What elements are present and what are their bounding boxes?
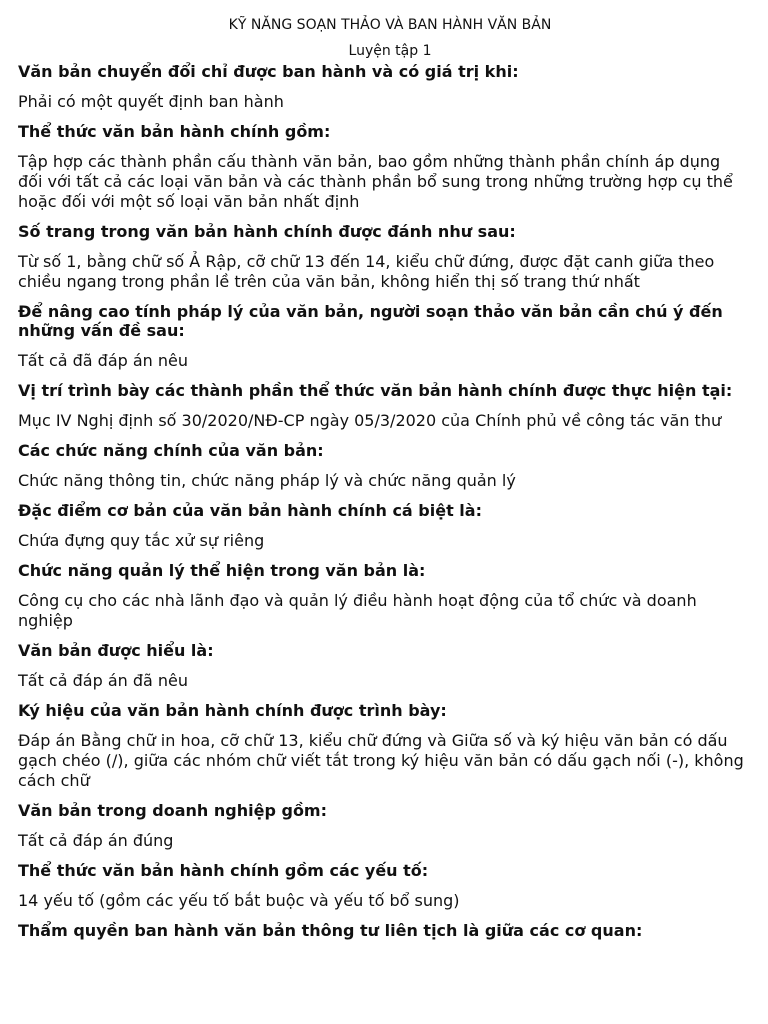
question-text: Các chức năng chính của văn bản: [18,441,324,460]
question-text: Thẩm quyền ban hành văn bản thông tư liên tịch là giữa các cơ quan: [18,921,643,940]
qa-item [18,921,746,940]
document-subtitle: Luyện tập 1 [348,43,432,59]
answer-text: Từ số 1, bằng chữ số Ả Rập, cỡ chữ 13 đến 14, kiểu chữ đứng, được đặt canh giữa theo chiều ngang trong phần lề trên của văn bản, không hiển thị số trang thứ nhất [18,252,715,291]
question-text: Văn bản chuyển đổi chỉ được ban hành và có giá trị khi: [18,62,519,81]
answer-text: Tất cả đáp án đúng [18,831,174,850]
qa-item [18,861,746,911]
answer-text: Đáp án Bằng chữ in hoa, cỡ chữ 13, kiểu chữ đứng và Giữa số và ký hiệu văn bản có dấu gạch chéo (/), giữa các nhóm chữ viết tắt trong ký hiệu văn bản có dấu gạch nối (-), không cách chữ [18,731,744,790]
qa-item [18,501,746,551]
question-text: Thể thức văn bản hành chính gồm các yếu tố: [18,861,429,880]
answer-text: Tập hợp các thành phần cấu thành văn bản, bao gồm những thành phần chính áp dụng đối với tất cả các loại văn bản và các thành phần bổ sung trong những trường hợp cụ thể hoặc đối với một số loại văn bản nhất định [18,152,733,211]
question-text: Ký hiệu của văn bản hành chính được trình bày: [18,701,447,720]
question-text: Để nâng cao tính pháp lý của văn bản, người soạn thảo văn bản cần chú ý đến những vấn đề sau: [18,302,723,340]
question-text: Đặc điểm cơ bản của văn bản hành chính cá biệt là: [18,501,482,520]
document-page [18,0,746,951]
qa-item [18,222,746,292]
answer-text: 14 yếu tố (gồm các yếu tố bắt buộc và yếu tố bổ sung) [18,891,460,910]
answer-text: Chức năng thông tin, chức năng pháp lý và chức năng quản lý [18,471,516,490]
question-text: Vị trí trình bày các thành phần thể thức văn bản hành chính được thực hiện tại: [18,381,733,400]
qa-item [18,641,746,691]
answer-text: Phải có một quyết định ban hành [18,92,284,111]
answer-text: Mục IV Nghị định số 30/2020/NĐ-CP ngày 05/3/2020 của Chính phủ về công tác văn thư [18,411,722,430]
question-text: Số trang trong văn bản hành chính được đánh như sau: [18,222,516,241]
answer-text: Tất cả đáp án đã nêu [18,671,189,690]
qa-item [18,381,746,431]
qa-item [18,801,746,851]
qa-list [18,62,746,940]
qa-item [18,561,746,631]
question-text: Văn bản trong doanh nghiệp gồm: [18,801,327,820]
document-title: KỸ NĂNG SOẠN THẢO VÀ BAN HÀNH VĂN BẢN [228,17,552,33]
question-text: Chức năng quản lý thể hiện trong văn bản là: [18,561,426,580]
question-text: Văn bản được hiểu là: [18,641,214,660]
answer-text: Chứa đựng quy tắc xử sự riêng [18,531,265,550]
qa-item [18,701,746,791]
answer-text: Tất cả đã đáp án nêu [18,351,189,370]
answer-text: Công cụ cho các nhà lãnh đạo và quản lý điều hành hoạt động của tổ chức và doanh nghiệp [18,591,697,630]
qa-item [18,441,746,491]
question-text: Thể thức văn bản hành chính gồm: [18,122,331,141]
qa-item [18,62,746,112]
qa-item [18,122,746,212]
qa-item [18,302,746,371]
